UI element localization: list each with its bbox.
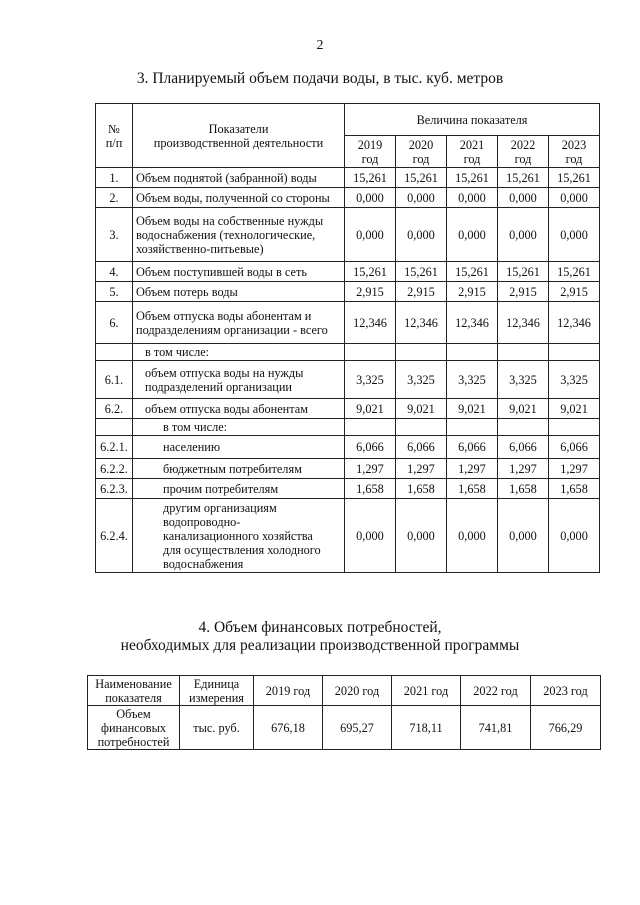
row-label: объем отпуска воды абонентам	[133, 399, 345, 419]
row-value: 0,000	[549, 499, 600, 573]
row-value: 3,325	[447, 361, 498, 399]
header-year-4: 2023 год	[549, 136, 600, 168]
row-value: 3,325	[345, 361, 396, 399]
row-value: 0,000	[447, 208, 498, 262]
header-year-2: 2021 год	[392, 676, 461, 706]
row-value	[447, 419, 498, 436]
row-value: 0,000	[498, 208, 549, 262]
header-year-2: 2021 год	[447, 136, 498, 168]
row-value: 15,261	[447, 262, 498, 282]
row-value: 2,915	[345, 282, 396, 302]
row-value: 0,000	[345, 208, 396, 262]
row-value: 6,066	[498, 436, 549, 459]
row-value: 0,000	[345, 499, 396, 573]
section-3-title: 3. Планируемый объем подачи воды, в тыс. куб. метров	[136, 70, 504, 87]
header-value-group: Величина показателя	[345, 104, 600, 136]
table-row	[96, 262, 600, 282]
row-value: 1,658	[396, 479, 447, 499]
row-value: 12,346	[498, 302, 549, 344]
row-value: 766,29	[531, 706, 601, 750]
row-number: 2.	[96, 188, 133, 208]
row-value: 3,325	[396, 361, 447, 399]
row-label: населению	[133, 436, 345, 459]
row-number: 6.1.	[96, 361, 133, 399]
row-value: 6,066	[549, 436, 600, 459]
row-value: 15,261	[345, 262, 396, 282]
table-row	[96, 399, 600, 419]
row-value: 1,658	[447, 479, 498, 499]
row-value	[549, 419, 600, 436]
row-value: 15,261	[447, 168, 498, 188]
header-year-0: 2019 год	[345, 136, 396, 168]
header-unit: Единица измерения	[180, 676, 254, 706]
table-row	[96, 282, 600, 302]
row-value: 15,261	[549, 168, 600, 188]
row-value: 9,021	[345, 399, 396, 419]
row-label: Объем поднятой (забранной) воды	[133, 168, 345, 188]
row-value: 12,346	[396, 302, 447, 344]
row-value: 9,021	[549, 399, 600, 419]
row-number: 6.2.3.	[96, 479, 133, 499]
row-value: 676,18	[254, 706, 323, 750]
row-value: 0,000	[396, 208, 447, 262]
row-label: объем отпуска воды на нужды подразделений организации	[133, 361, 345, 399]
row-value: 15,261	[498, 168, 549, 188]
row-value: 1,658	[345, 479, 396, 499]
row-value: 2,915	[396, 282, 447, 302]
row-label: в том числе:	[133, 344, 345, 361]
row-label: Объем поступившей воды в сеть	[133, 262, 345, 282]
row-value: 12,346	[345, 302, 396, 344]
row-value: 1,658	[498, 479, 549, 499]
row-value: 1,297	[498, 459, 549, 479]
row-value: 6,066	[345, 436, 396, 459]
row-value: 1,297	[549, 459, 600, 479]
row-value: 9,021	[447, 399, 498, 419]
table-row	[96, 479, 600, 499]
row-number	[96, 344, 133, 361]
row-value: 15,261	[549, 262, 600, 282]
table-row	[96, 459, 600, 479]
row-value: 1,297	[345, 459, 396, 479]
table-row	[96, 302, 600, 344]
row-value: 0,000	[447, 188, 498, 208]
row-label: другим организациям водопроводно- канализационного хозяйства для осуществления холодного водоснабжения	[133, 499, 345, 573]
row-value: 718,11	[392, 706, 461, 750]
row-number: 4.	[96, 262, 133, 282]
table-row	[96, 499, 600, 573]
row-value: 2,915	[447, 282, 498, 302]
row-value: 0,000	[498, 188, 549, 208]
row-value	[396, 344, 447, 361]
row-value	[396, 419, 447, 436]
row-label: прочим потребителям	[133, 479, 345, 499]
table-row	[96, 344, 600, 361]
header-year-1: 2020 год	[396, 136, 447, 168]
header-indicator: Показатели производственной деятельности	[133, 104, 345, 168]
row-value	[498, 344, 549, 361]
row-value: 0,000	[396, 499, 447, 573]
row-number: 6.	[96, 302, 133, 344]
row-value: 3,325	[549, 361, 600, 399]
page-number: 2	[316, 38, 324, 53]
header-year-4: 2023 год	[531, 676, 601, 706]
row-number: 5.	[96, 282, 133, 302]
row-value: 2,915	[498, 282, 549, 302]
section-4-title: 4. Объем финансовых потребностей, необходимых для реализации производственной программы	[120, 619, 520, 654]
row-value: 1,658	[549, 479, 600, 499]
row-value: 2,915	[549, 282, 600, 302]
row-value: 1,297	[396, 459, 447, 479]
row-value	[549, 344, 600, 361]
row-value: 12,346	[447, 302, 498, 344]
row-value: 12,346	[549, 302, 600, 344]
row-unit: тыс. руб.	[180, 706, 254, 750]
row-value: 6,066	[396, 436, 447, 459]
financial-needs-table	[87, 675, 601, 750]
table-row	[96, 168, 600, 188]
row-value: 0,000	[396, 188, 447, 208]
row-name: Объем финансовых потребностей	[88, 706, 180, 750]
header-number: № п/п	[96, 104, 133, 168]
header-year-0: 2019 год	[254, 676, 323, 706]
row-value: 15,261	[345, 168, 396, 188]
row-value: 695,27	[323, 706, 392, 750]
row-value: 0,000	[447, 499, 498, 573]
row-number: 3.	[96, 208, 133, 262]
row-value: 15,261	[396, 168, 447, 188]
table-row	[96, 208, 600, 262]
row-value: 15,261	[396, 262, 447, 282]
row-number: 6.2.2.	[96, 459, 133, 479]
row-value	[498, 419, 549, 436]
row-number	[96, 419, 133, 436]
row-value: 15,261	[498, 262, 549, 282]
water-supply-table	[95, 103, 600, 573]
table-row	[96, 361, 600, 399]
table-row	[96, 188, 600, 208]
table-row	[96, 436, 600, 459]
row-value: 0,000	[549, 188, 600, 208]
row-value: 0,000	[498, 499, 549, 573]
row-label: в том числе:	[133, 419, 345, 436]
row-value: 0,000	[345, 188, 396, 208]
row-value: 9,021	[396, 399, 447, 419]
row-value: 1,297	[447, 459, 498, 479]
row-label: бюджетным потребителям	[133, 459, 345, 479]
row-value	[447, 344, 498, 361]
row-value	[345, 419, 396, 436]
row-value: 9,021	[498, 399, 549, 419]
row-value	[345, 344, 396, 361]
row-number: 6.2.4.	[96, 499, 133, 573]
row-number: 6.2.	[96, 399, 133, 419]
header-name: Наименование показателя	[88, 676, 180, 706]
row-number: 1.	[96, 168, 133, 188]
table-row	[96, 419, 600, 436]
row-value: 0,000	[549, 208, 600, 262]
row-label: Объем отпуска воды абонентам и подразделениям организации - всего	[133, 302, 345, 344]
header-year-1: 2020 год	[323, 676, 392, 706]
row-value: 3,325	[498, 361, 549, 399]
row-value: 741,81	[461, 706, 531, 750]
header-year-3: 2022 год	[498, 136, 549, 168]
header-year-3: 2022 год	[461, 676, 531, 706]
row-value: 6,066	[447, 436, 498, 459]
row-label: Объем потерь воды	[133, 282, 345, 302]
row-number: 6.2.1.	[96, 436, 133, 459]
row-label: Объем воды на собственные нужды водоснабжения (технологические, хозяйственно-питьевые)	[133, 208, 345, 262]
row-label: Объем воды, полученной со стороны	[133, 188, 345, 208]
